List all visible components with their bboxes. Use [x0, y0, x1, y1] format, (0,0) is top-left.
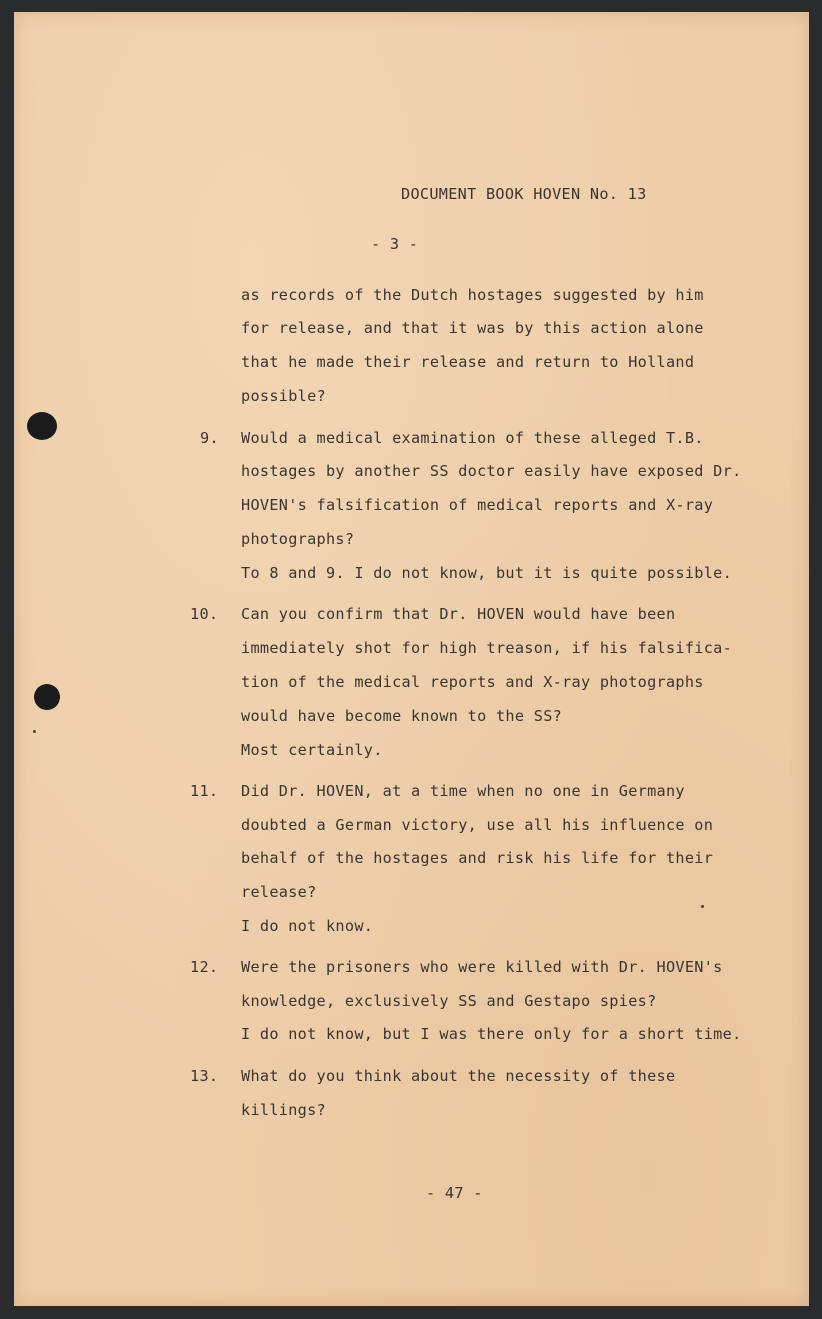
answer-line: Most certainly. [241, 741, 383, 759]
document-title: DOCUMENT BOOK HOVEN No. 13 [401, 185, 647, 203]
question-number: 9. [200, 429, 219, 447]
body-line: What do you think about the necessity of these [241, 1067, 676, 1085]
body-line: that he made their release and return to Holland [241, 353, 695, 371]
page-number: - 47 - [426, 1184, 483, 1202]
body-line: immediately shot for high treason, if his falsifica- [241, 639, 733, 657]
body-line: release? [241, 883, 317, 901]
punch-hole [27, 412, 57, 440]
question-number: 12. [190, 958, 219, 976]
ink-speck [33, 730, 36, 733]
body-line: Can you confirm that Dr. HOVEN would have been [241, 605, 676, 623]
body-line: hostages by another SS doctor easily have exposed Dr. [241, 462, 742, 480]
document-page [14, 12, 809, 1306]
body-line: possible? [241, 387, 326, 405]
section-page-marker: - 3 - [371, 235, 419, 253]
ink-speck [701, 905, 704, 908]
answer-line: To 8 and 9. I do not know, but it is quite possible. [241, 564, 733, 582]
body-line: killings? [241, 1101, 326, 1119]
body-line: for release, and that it was by this action alone [241, 319, 704, 337]
body-line: as records of the Dutch hostages suggested by him [241, 286, 704, 304]
answer-line: I do not know, but I was there only for a short time. [241, 1025, 742, 1043]
body-line: doubted a German victory, use all his influence on [241, 816, 714, 834]
body-line: tion of the medical reports and X-ray photographs [241, 673, 704, 691]
question-number: 10. [190, 605, 219, 623]
body-line: HOVEN's falsification of medical reports and X-ray [241, 496, 714, 514]
body-line: behalf of the hostages and risk his life for their [241, 849, 714, 867]
body-line: would have become known to the SS? [241, 707, 563, 725]
body-line: knowledge, exclusively SS and Gestapo spies? [241, 992, 657, 1010]
question-number: 13. [190, 1067, 219, 1085]
answer-line: I do not know. [241, 917, 374, 935]
body-line: photographs? [241, 530, 355, 548]
punch-hole [34, 684, 60, 710]
question-number: 11. [190, 782, 219, 800]
body-line: Were the prisoners who were killed with Dr. HOVEN's [241, 958, 723, 976]
body-line: Did Dr. HOVEN, at a time when no one in Germany [241, 782, 685, 800]
body-line: Would a medical examination of these alleged T.B. [241, 429, 704, 447]
